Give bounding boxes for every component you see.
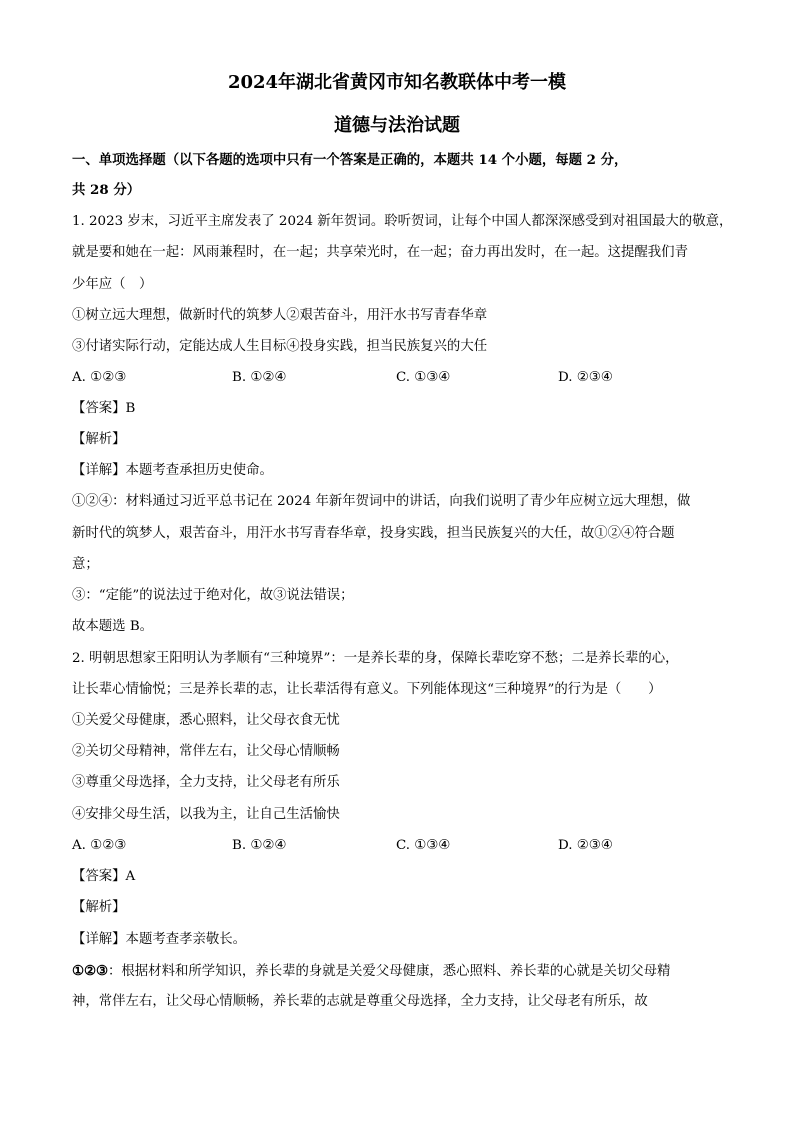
q1-options: [72, 368, 722, 388]
page-title: 2024年湖北省黄冈市知名教联体中考一模: [227, 72, 567, 93]
q1-answer: 【答案】B: [72, 401, 136, 416]
q1-stem-line: 少年应（ ）: [72, 277, 153, 292]
q1-option-b: B. ①②④: [232, 370, 287, 385]
q2-analysis-label: 【解析】: [72, 900, 126, 915]
q1-stem-line: 1. 2023 岁末，习近平主席发表了 2024 新年贺词。聆听贺词，让每个中国人都深深感受到对祖国最大的敬意，: [72, 214, 732, 229]
q1-item-line: ①树立远大理想，做新时代的筑梦人②艰苦奋斗，用汗水书写青春华章: [72, 308, 488, 323]
q1-stem-line: 就是要和她在一起：风雨兼程时，在一起；共享荣光时，在一起；奋力再出发时，在一起。这提醒我们青: [72, 245, 688, 260]
q1-explain-line: 故本题选 B。: [72, 619, 154, 634]
q2-explain-line: 神，常伴左右，让父母心情顺畅，养长辈的志就是尊重父母选择，全力支持，让父母老有所乐，故: [72, 994, 648, 1009]
q2-option-d: D. ②③④: [558, 838, 613, 853]
q1-option-c: C. ①③④: [396, 370, 451, 385]
q2-item-line: ②关切父母精神，常伴左右，让父母心情顺畅: [72, 744, 340, 759]
q2-explain-line: 【详解】本题考查孝亲敬长。: [72, 932, 247, 947]
q2-option-b: B. ①②④: [232, 838, 287, 853]
q1-explain-line: ③：“定能”的说法过于绝对化，故③说法错误；: [72, 588, 354, 603]
q2-answer: 【答案】A: [72, 869, 136, 884]
q2-item-line: ①关爱父母健康，悉心照料，让父母衣食无忧: [72, 713, 340, 728]
q2-stem-line: 2. 明朝思想家王阳明认为孝顺有“三种境界”：一是养长辈的身，保障长辈吃穿不愁；二是养长辈的心，: [72, 651, 679, 666]
q2-option-c: C. ①③④: [396, 838, 451, 853]
q2-explain-text: ：根据材料和所学知识，养长辈的身就是关爱父母健康，悉心照料、养长辈的心就是关切父母精: [108, 964, 671, 979]
q2-stem-line: 让长辈心情愉悦；三是养长辈的志，让长辈活得有意义。下列能体现这“三种境界”的行为是（ ）: [72, 682, 662, 697]
q2-item-line: ③尊重父母选择，全力支持，让父母老有所乐: [72, 775, 340, 790]
q1-option-a: A. ①②③: [72, 370, 127, 385]
q2-item-line: ④安排父母生活，以我为主，让自己生活愉快: [72, 807, 340, 822]
q1-explain-line: 意；: [72, 557, 99, 572]
q2-options: [72, 836, 722, 856]
q1-item-line: ③付诸实际行动，定能达成人生目标④投身实践，担当民族复兴的大任: [72, 339, 488, 354]
q2-option-a: A. ①②③: [72, 838, 127, 853]
q2-explain-line: [72, 961, 732, 982]
page-subtitle: 道德与法治试题: [334, 115, 460, 136]
q2-explain-bold: ①②③: [72, 963, 109, 979]
section-heading-cont: 共 28 分）: [72, 182, 141, 198]
q1-explain-line: 新时代的筑梦人，艰苦奋斗，用汗水书写青春华章，投身实践，担当民族复兴的大任，故①②④符合题: [72, 526, 675, 541]
q1-explain-line: 【详解】本题考查承担历史使命。: [72, 463, 273, 478]
q1-explain-line: ①②④：材料通过习近平总书记在 2024 年新年贺词中的讲话，向我们说明了青少年应树立远大理想，做: [72, 494, 691, 509]
q1-option-d: D. ②③④: [558, 370, 613, 385]
section-heading: 一、单项选择题（以下各题的选项中只有一个答案是正确的，本题共 14 个小题，每题 2 分，: [72, 152, 628, 168]
q1-analysis-label: 【解析】: [72, 432, 126, 447]
